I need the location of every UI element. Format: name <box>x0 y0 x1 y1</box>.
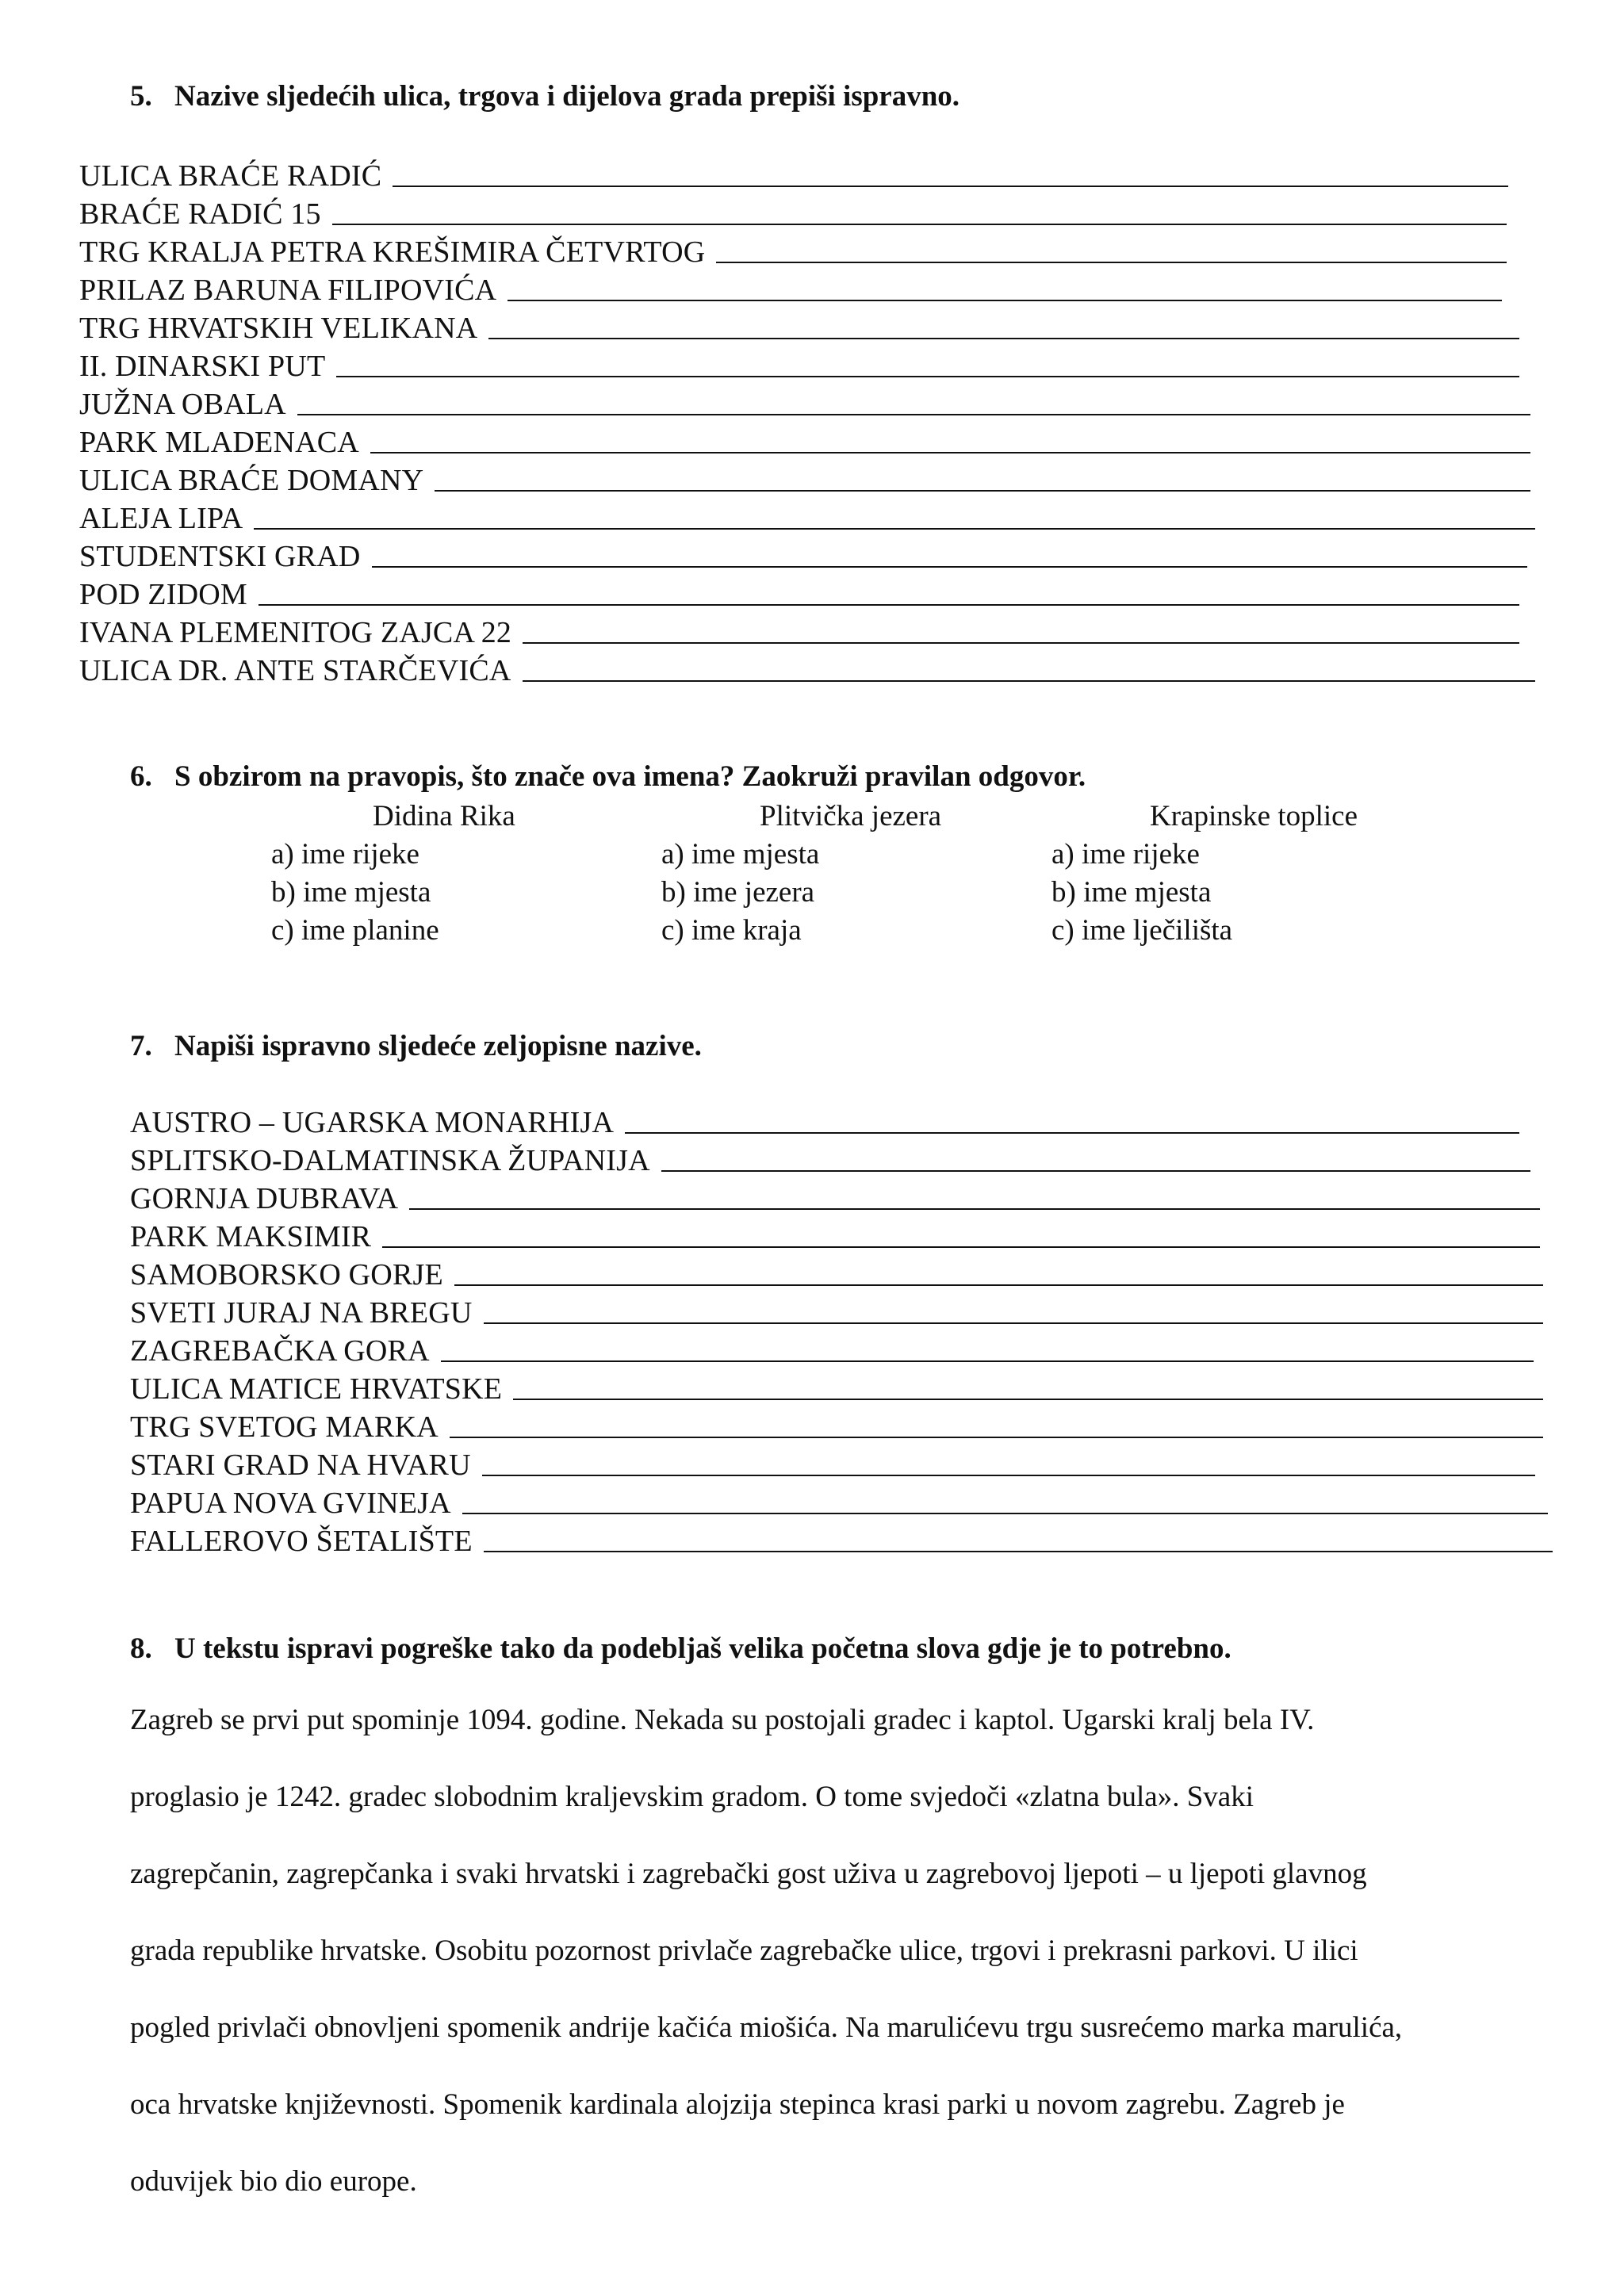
choice-option[interactable]: c) ime lječilišta <box>1051 914 1233 947</box>
task5-row <box>79 232 1507 270</box>
answer-line[interactable] <box>523 642 1519 644</box>
task5-item-label: ULICA BRAĆE RADIĆ <box>79 159 382 193</box>
task5-item-label: PRILAZ BARUNA FILIPOVIĆA <box>79 274 497 307</box>
answer-line[interactable] <box>254 528 1535 530</box>
answer-line[interactable] <box>297 414 1530 415</box>
answer-line[interactable] <box>484 1322 1543 1324</box>
answer-line[interactable] <box>484 1551 1553 1552</box>
answer-line[interactable] <box>625 1132 1519 1134</box>
paragraph-line: zagrepčanin, zagrepčanka i svaki hrvatski i zagrebački gost uživa u zagrebovoj ljepoti – u ljepoti glavnog <box>130 1858 1367 1890</box>
task5-item-label: JUŽNA OBALA <box>79 388 286 421</box>
task7-item-label: TRG SVETOG MARKA <box>130 1410 439 1444</box>
answer-line[interactable] <box>462 1513 1548 1514</box>
task5-row <box>79 536 1527 574</box>
task7-title: Napiši ispravno sljedeće zeljopisne nazive. <box>174 1030 702 1062</box>
choice-name: Didina Rika <box>373 800 515 832</box>
task5-item-label: BRAĆE RADIĆ 15 <box>79 197 321 231</box>
task5-row <box>79 650 1535 688</box>
task7-row <box>130 1521 1553 1559</box>
task6-title: S obzirom na pravopis, što znače ova imena? Zaokruži pravilan odgovor. <box>174 760 1086 793</box>
task5-item-label: PARK MLADENACA <box>79 426 359 459</box>
task8-heading <box>130 1632 1231 1667</box>
answer-line[interactable] <box>435 490 1530 492</box>
task5-row <box>79 308 1519 346</box>
task5-row <box>79 422 1530 460</box>
choice-option[interactable]: a) ime rijeke <box>1051 838 1200 871</box>
task7-list <box>130 1102 1557 1559</box>
paragraph-line: proglasio je 1242. gradec slobodnim kraljevskim gradom. O tome svjedoči «zlatna bula». Svaki <box>130 1781 1254 1813</box>
task7-row <box>130 1254 1543 1292</box>
task5-row <box>79 270 1502 308</box>
task7-row <box>130 1406 1543 1445</box>
task8-number: 8. <box>130 1632 152 1665</box>
task5-item-label: TRG HRVATSKIH VELIKANA <box>79 312 478 345</box>
paragraph-line: pogled privlači obnovljeni spomenik andrije kačića miošića. Na marulićevu trgu susrećemo marka marulića, <box>130 2011 1403 2044</box>
task5-row <box>79 384 1530 422</box>
answer-line[interactable] <box>441 1360 1534 1362</box>
task7-item-label: GORNJA DUBRAVA <box>130 1182 399 1215</box>
answer-line[interactable] <box>488 338 1519 339</box>
task7-row <box>130 1216 1540 1254</box>
choice-option[interactable]: c) ime planine <box>271 914 439 947</box>
answer-line[interactable] <box>332 224 1507 225</box>
task7-row <box>130 1368 1543 1406</box>
task7-heading <box>130 1029 702 1064</box>
choice-column <box>1051 798 1358 950</box>
task5-item-label: ALEJA LIPA <box>79 502 243 535</box>
task5-item-label: TRG KRALJA PETRA KREŠIMIRA ČETVRTOG <box>79 235 706 269</box>
task5-item-label: IVANA PLEMENITOG ZAJCA 22 <box>79 616 512 649</box>
choice-column <box>661 798 941 950</box>
paragraph-line: oduvijek bio dio europe. <box>130 2165 417 2198</box>
task7-row <box>130 1292 1543 1330</box>
task8-paragraph <box>130 1703 1573 2210</box>
task7-item-label: STARI GRAD NA HVARU <box>130 1448 471 1482</box>
task7-item-label: PAPUA NOVA GVINEJA <box>130 1487 451 1520</box>
task7-row <box>130 1140 1530 1178</box>
task7-item-label: SAMOBORSKO GORJE <box>130 1258 443 1292</box>
task5-row <box>79 346 1519 384</box>
choice-option[interactable]: a) ime rijeke <box>271 838 419 871</box>
task5-row <box>79 193 1507 232</box>
task5-row <box>79 574 1519 612</box>
task7-item-label: ULICA MATICE HRVATSKE <box>130 1372 503 1406</box>
task7-item-label: FALLEROVO ŠETALIŠTE <box>130 1525 473 1558</box>
choice-option[interactable]: b) ime mjesta <box>271 876 431 909</box>
task8-title: U tekstu ispravi pogreške tako da podebljaš velika početna slova gdje je to potrebno. <box>174 1632 1231 1665</box>
answer-line[interactable] <box>523 680 1535 682</box>
answer-line[interactable] <box>259 604 1519 606</box>
task5-number: 5. <box>130 80 152 113</box>
task7-item-label: SPLITSKO-DALMATINSKA ŽUPANIJA <box>130 1144 650 1177</box>
choice-column <box>271 798 515 950</box>
task5-row <box>79 498 1535 536</box>
answer-line[interactable] <box>336 376 1519 377</box>
paragraph-line: Zagreb se prvi put spominje 1094. godine. Nekada su postojali gradec i kaptol. Ugarski kralj bela IV. <box>130 1704 1315 1736</box>
task5-item-label: STUDENTSKI GRAD <box>79 540 361 573</box>
task6-heading <box>130 760 1086 794</box>
task7-row <box>130 1178 1540 1216</box>
answer-line[interactable] <box>409 1208 1540 1210</box>
task5-row <box>79 612 1519 650</box>
answer-line[interactable] <box>454 1284 1543 1286</box>
choice-option[interactable]: b) ime mjesta <box>1051 876 1212 909</box>
task6-number: 6. <box>130 760 152 793</box>
answer-line[interactable] <box>372 566 1528 568</box>
choice-name: Krapinske toplice <box>1150 800 1358 832</box>
task5-row <box>79 155 1508 193</box>
task7-item-label: SVETI JURAJ NA BREGU <box>130 1296 473 1330</box>
answer-line[interactable] <box>393 186 1508 187</box>
task5-heading <box>130 79 959 114</box>
choice-option[interactable]: b) ime jezera <box>661 876 815 909</box>
task7-row <box>130 1483 1548 1521</box>
task5-list <box>79 155 1515 688</box>
answer-line[interactable] <box>513 1399 1543 1400</box>
answer-line[interactable] <box>450 1437 1543 1438</box>
task5-item-label: ULICA BRAĆE DOMANY <box>79 464 424 497</box>
task7-number: 7. <box>130 1030 152 1062</box>
paragraph-line: grada republike hrvatske. Osobitu pozornost privlače zagrebačke ulice, trgovi i prekrasni parkovi. U ilici <box>130 1934 1358 1967</box>
task7-item-label: AUSTRO – UGARSKA MONARHIJA <box>130 1106 615 1139</box>
task7-row <box>130 1102 1519 1140</box>
task7-row <box>130 1445 1535 1483</box>
task5-item-label: II. DINARSKI PUT <box>79 350 326 383</box>
choice-name: Plitvička jezera <box>760 800 942 832</box>
task7-item-label: PARK MAKSIMIR <box>130 1220 372 1253</box>
task7-row <box>130 1330 1534 1368</box>
task7-item-label: ZAGREBAČKA GORA <box>130 1334 430 1368</box>
answer-line[interactable] <box>482 1475 1535 1476</box>
task6-choices <box>0 798 1624 956</box>
task5-item-label: ULICA DR. ANTE STARČEVIĆA <box>79 654 511 687</box>
paragraph-line: oca hrvatske književnosti. Spomenik kardinala alojzija stepinca krasi parki u novom zagrebu. Zagreb je <box>130 2088 1345 2121</box>
task5-row <box>79 460 1530 498</box>
task5-item-label: POD ZIDOM <box>79 578 247 611</box>
answer-line[interactable] <box>661 1170 1530 1172</box>
answer-line[interactable] <box>716 262 1507 263</box>
choice-option[interactable]: a) ime mjesta <box>661 838 820 871</box>
answer-line[interactable] <box>382 1246 1540 1248</box>
task5-title: Nazive sljedećih ulica, trgova i dijelova grada prepiši ispravno. <box>174 80 960 113</box>
answer-line[interactable] <box>370 452 1530 453</box>
answer-line[interactable] <box>508 300 1502 301</box>
choice-option[interactable]: c) ime kraja <box>661 914 802 947</box>
